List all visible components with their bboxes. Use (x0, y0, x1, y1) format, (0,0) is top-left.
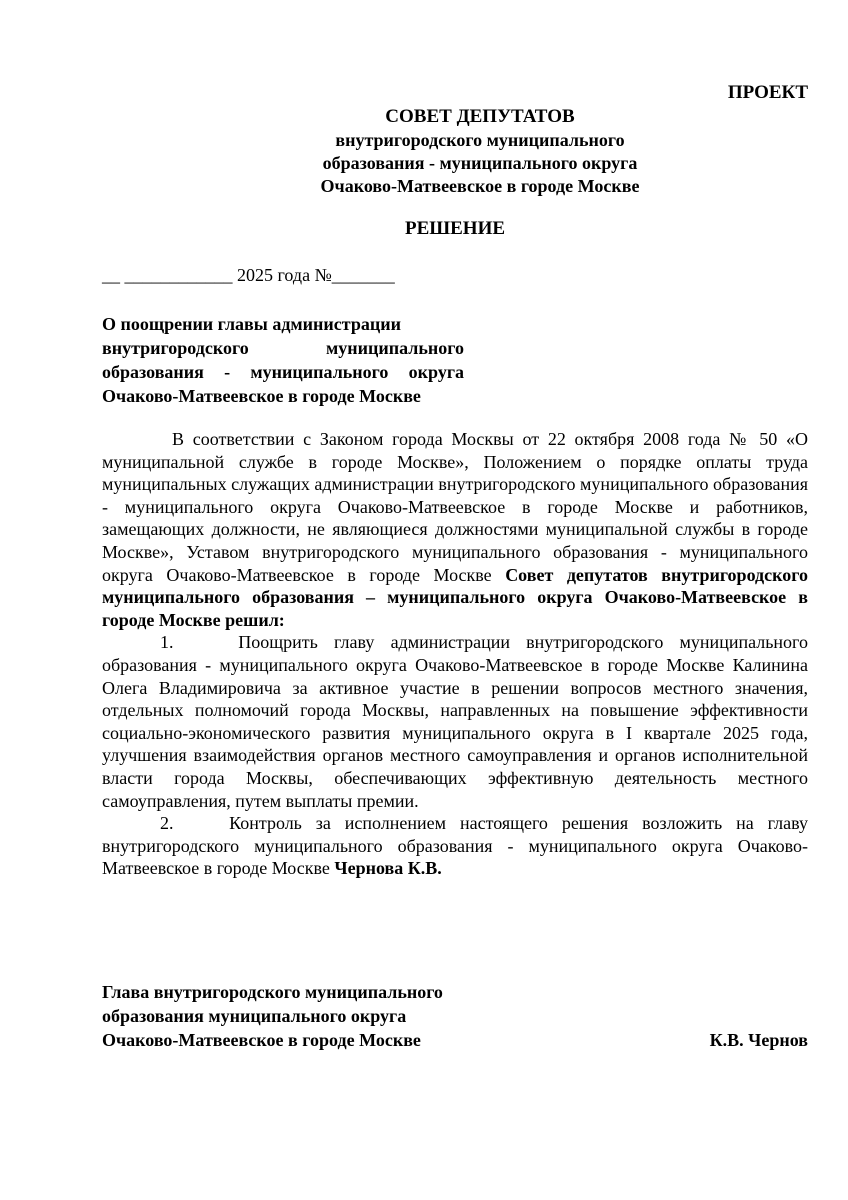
date-number-line: __ ____________ 2025 года №_______ (102, 265, 395, 285)
item-2-paragraph (102, 812, 808, 880)
signature-line-1: Глава внутригородского муниципального (102, 982, 443, 1002)
preamble-text: В соответствии с Законом города Москвы от 22 октября 2008 года № 50 «О муниципальной службе в городе Москве», Положением о порядке оплаты труда муниципальных служащих администрации внутригородского муниципального образования - муниципального округа Очаково-Матвеевское в городе Москве и работников, замещающих должности, не являющиеся должностями муниципальной службы в городе Москве», Уставом внутригородского муниципального образования - муниципального округа Очаково-Матвеевское в городе Москве (102, 429, 808, 585)
decision-subject (102, 312, 464, 408)
draft-stamp: ПРОЕКТ (727, 82, 808, 103)
subject-line-4: Очаково-Матвеевское в городе Москве (102, 386, 421, 406)
signature-line-3: Очаково-Матвеевское в городе Москве (102, 1030, 421, 1050)
item-1-paragraph (102, 631, 808, 812)
item-2-number: 2. (160, 813, 174, 834)
subject-line-2: внутригородского муниципального (102, 338, 464, 358)
signature-block (102, 980, 808, 1052)
item-1-text: Поощрить главу администрации внутригородского муниципального образования - муниципального округа Очаково-Матвеевское в городе Москве Калинина Олега Владимировича за активное участие в решении вопросов местного значения, отдельных полномочий города Москвы, направленных на повышение эффективности социально-экономического развития муниципального округа в I квартале 2025 года, улучшения взаимодействия органов местного самоуправления и органов исполнительной власти города Москвы, обеспечивающих эффективную деятельность местного самоуправления, путем выплаты премии. (102, 632, 808, 811)
council-line-3: Очаково-Матвеевское в городе Москве (320, 176, 640, 196)
decision-body (102, 428, 808, 880)
item-1-number: 1. (160, 632, 174, 653)
preamble-resolution: Совет депутатов внутригородского муниципального образования – муниципального округа Очаково-Матвеевское в городе Москве решил: (102, 564, 809, 630)
council-title: СОВЕТ ДЕПУТАТОВ (385, 106, 575, 127)
preamble-paragraph (102, 428, 808, 631)
subject-line-1: О поощрении главы администрации (102, 314, 401, 334)
item-2-text: Контроль за исполнением настоящего решения возложить на главу внутригородского муниципального образования - муниципального округа Очаково-Матвеевское в городе Москве (102, 813, 809, 879)
signatory-name: К.В. Чернов (709, 1030, 808, 1050)
subject-line-3: образования - муниципального округа (102, 362, 464, 382)
council-header (0, 104, 848, 198)
item-2-person: Чернова К.В. (334, 858, 442, 879)
council-line-1: внутригородского муниципального (335, 130, 625, 150)
signature-line-2: образования муниципального округа (102, 1006, 407, 1026)
decision-title: РЕШЕНИЕ (404, 218, 506, 239)
council-line-2: образования - муниципального округа (322, 153, 638, 173)
